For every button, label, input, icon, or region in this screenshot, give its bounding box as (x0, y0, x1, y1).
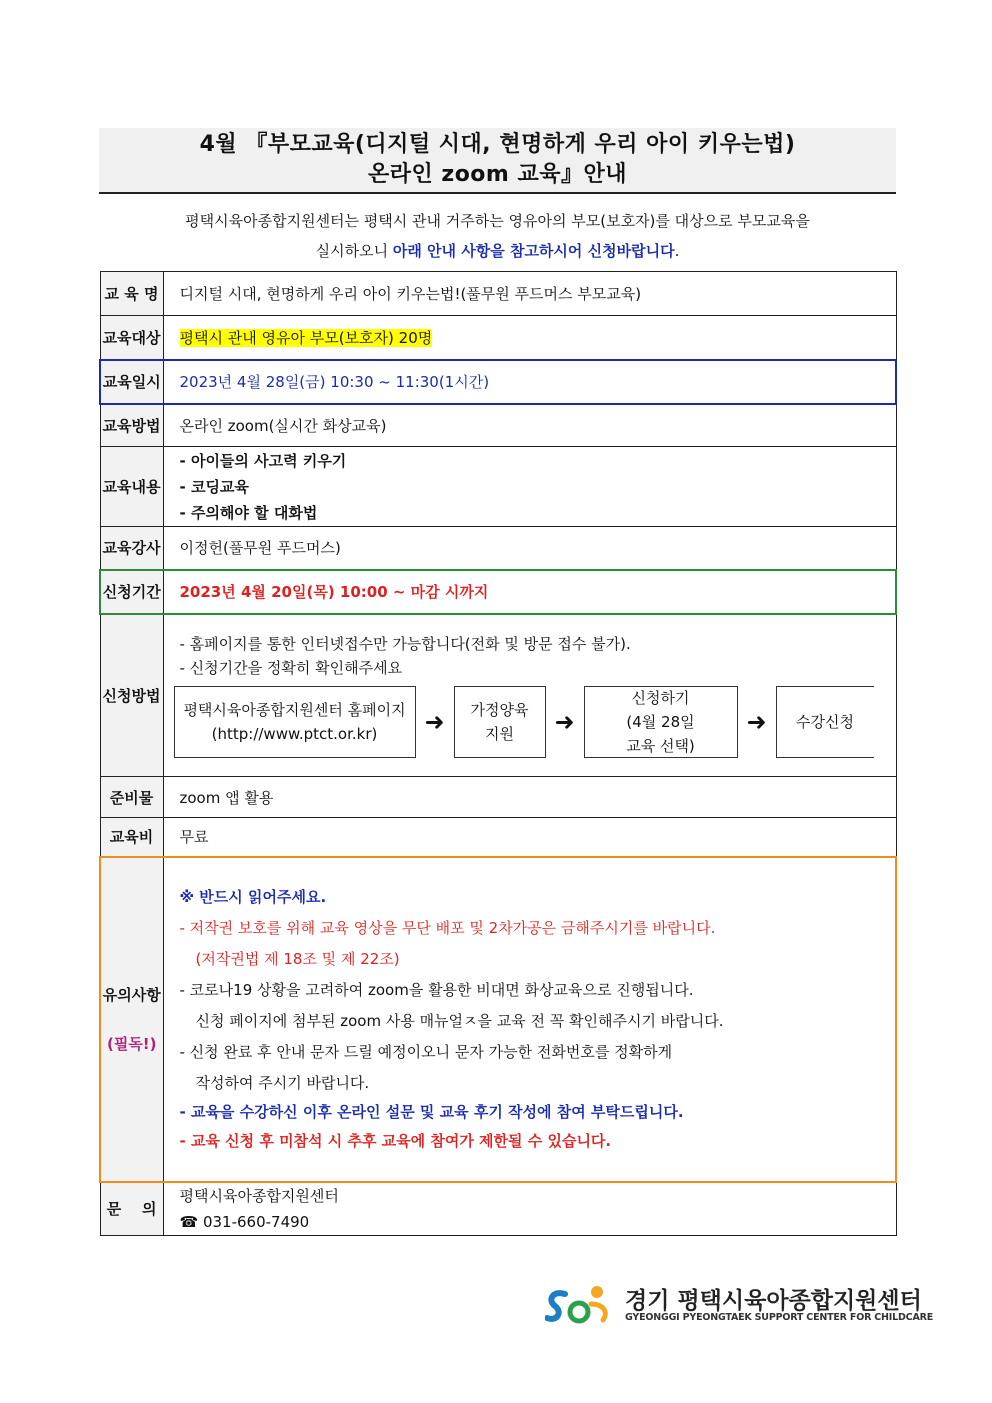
arrow-right-icon: ➜ (746, 708, 767, 737)
notice-sms-cont: 작성하여 주시기 바랍니다. (195, 1074, 370, 1092)
intro-plain: 실시하오니 (315, 242, 393, 260)
intro-line-2 (99, 236, 896, 266)
contact-phone: ☎ 031-660-7490 (179, 1212, 310, 1231)
arrow-right-icon: ➜ (424, 708, 445, 737)
logo-title: 경기 평택시육아종합지원센터 (625, 1288, 922, 1314)
arrow-right-icon: ➜ (554, 708, 575, 737)
apply-note: - 홈페이지를 통한 인터넷접수만 가능합니다(전화 및 방문 접수 불가). (179, 635, 631, 654)
value-prep: zoom 앱 활용 (163, 777, 896, 818)
label-content: 교육내용 (100, 447, 163, 527)
value-contact (163, 1182, 896, 1236)
step-homepage (174, 686, 416, 758)
notice-heading: ※ 반드시 읽어주세요. (179, 888, 327, 906)
notice-covid: - 코로나19 상황을 고려하여 zoom을 활용한 비대면 화상교육으로 진행됩니다. (179, 981, 694, 999)
step-apply-line2: (4월 28일 (626, 713, 695, 732)
value-method: 온라인 zoom(실시간 화상교육) (163, 404, 896, 447)
row-fee (100, 818, 896, 857)
value-apply (163, 614, 896, 777)
label-notice (100, 857, 163, 1182)
row-apply (100, 614, 896, 777)
value-datetime: 2023년 4월 28일(금) 10:30 ~ 11:30(1시간) (163, 360, 896, 404)
step-home-care-line1: 가정양육 (470, 701, 529, 720)
intro-highlight: 아래 안내 사항을 참고하시어 신청바랍니다 (392, 242, 675, 260)
apply-note: - 신청기간을 정확히 확인해주세요 (179, 659, 403, 678)
row-prep (100, 777, 896, 818)
apply-flow (174, 686, 896, 758)
row-content (100, 447, 896, 527)
label-fee: 교육비 (100, 818, 163, 857)
content-item: - 주의해야 할 대화법 (179, 503, 318, 522)
value-name: 디지털 시대, 현명하게 우리 아이 키우는법!(풀무원 푸드머스 부모교육) (163, 272, 896, 316)
title-line-1: 4월 『부모교육(디지털 시대, 현명하게 우리 아이 키우는법) (199, 132, 796, 157)
notice-sms: - 신청 완료 후 안내 문자 드릴 예정이오니 문자 가능한 전화번호를 정확하게 (179, 1043, 673, 1061)
label-method: 교육방법 (100, 404, 163, 447)
label-datetime: 교육일시 (100, 360, 163, 404)
notice-absent: - 교육 신청 후 미참석 시 추후 교육에 참여가 제한될 수 있습니다. (179, 1132, 612, 1150)
row-contact (100, 1182, 896, 1236)
content-item: - 코딩교육 (179, 477, 249, 496)
notice-label: 유의사항 (102, 986, 161, 1004)
step-home-care (454, 686, 546, 758)
value-period: 2023년 4월 20일(목) 10:00 ~ 마감 시까지 (163, 570, 896, 614)
label-instructor: 교육강사 (100, 527, 163, 570)
info-table (99, 271, 897, 1236)
value-instructor: 이정헌(풀무원 푸드머스) (163, 527, 896, 570)
step-apply-line3: 교육 선택) (626, 737, 695, 756)
label-target: 교육대상 (100, 316, 163, 360)
intro-end: . (674, 242, 680, 260)
label-contact: 문 의 (100, 1182, 163, 1236)
step-home-care-line2: 지원 (485, 725, 514, 744)
label-apply: 신청방법 (100, 614, 163, 777)
center-logo (545, 1282, 934, 1328)
value-notice (163, 857, 896, 1182)
row-period (100, 570, 896, 614)
label-prep: 준비물 (100, 777, 163, 818)
notice-copyright-law: (저작권법 제 18조 및 제 22조) (195, 950, 400, 968)
notice-covid-manual: 신청 페이지에 첨부된 zoom 사용 매뉴얼ㅈ을 교육 전 꼭 확인해주시기 바랍니다. (195, 1012, 724, 1030)
contact-org: 평택시육아종합지원센터 (179, 1186, 339, 1205)
row-instructor (100, 527, 896, 570)
document-title (99, 128, 896, 194)
step-apply-line1: 신청하기 (631, 689, 690, 708)
label-name: 교 육 명 (100, 272, 163, 316)
row-notice (100, 857, 896, 1182)
logo-subtitle: GYEONGGI PYEONGTAEK SUPPORT CENTER FOR CHILDCARE (625, 1312, 934, 1323)
row-name (100, 272, 896, 316)
row-method (100, 404, 896, 447)
step-apply (584, 686, 738, 758)
value-target: 평택시 관내 영유아 부모(보호자) 20명 (179, 328, 433, 347)
center-logo-icon (545, 1282, 617, 1328)
step-enroll-label: 수강신청 (796, 713, 854, 732)
step-homepage-line1: 평택시육아종합지원센터 홈페이지 (183, 701, 406, 720)
value-content (163, 447, 896, 527)
value-target-cell (163, 316, 896, 360)
row-target (100, 316, 896, 360)
step-homepage-url: (http://www.ptct.or.kr) (211, 725, 378, 744)
content-item: - 아이들의 사고력 키우기 (179, 451, 347, 470)
notice-label-must-read: (필독!) (106, 1035, 157, 1053)
title-line-2: 온라인 zoom 교육』안내 (367, 162, 628, 187)
intro-paragraph (99, 206, 896, 266)
intro-line-1: 평택시육아종합지원센터는 평택시 관내 거주하는 영유아의 부모(보호자)를 대상으로 부모교육을 (185, 212, 810, 230)
value-fee: 무료 (163, 818, 896, 857)
label-period: 신청기간 (100, 570, 163, 614)
notice-copyright: - 저작권 보호를 위해 교육 영상을 무단 배포 및 2차가공은 금해주시기를 바랍니다. (179, 919, 716, 937)
step-enroll (776, 686, 874, 758)
row-datetime (100, 360, 896, 404)
notice-survey: - 교육을 수강하신 이후 온라인 설문 및 교육 후기 작성에 참여 부탁드립니다. (179, 1103, 684, 1121)
